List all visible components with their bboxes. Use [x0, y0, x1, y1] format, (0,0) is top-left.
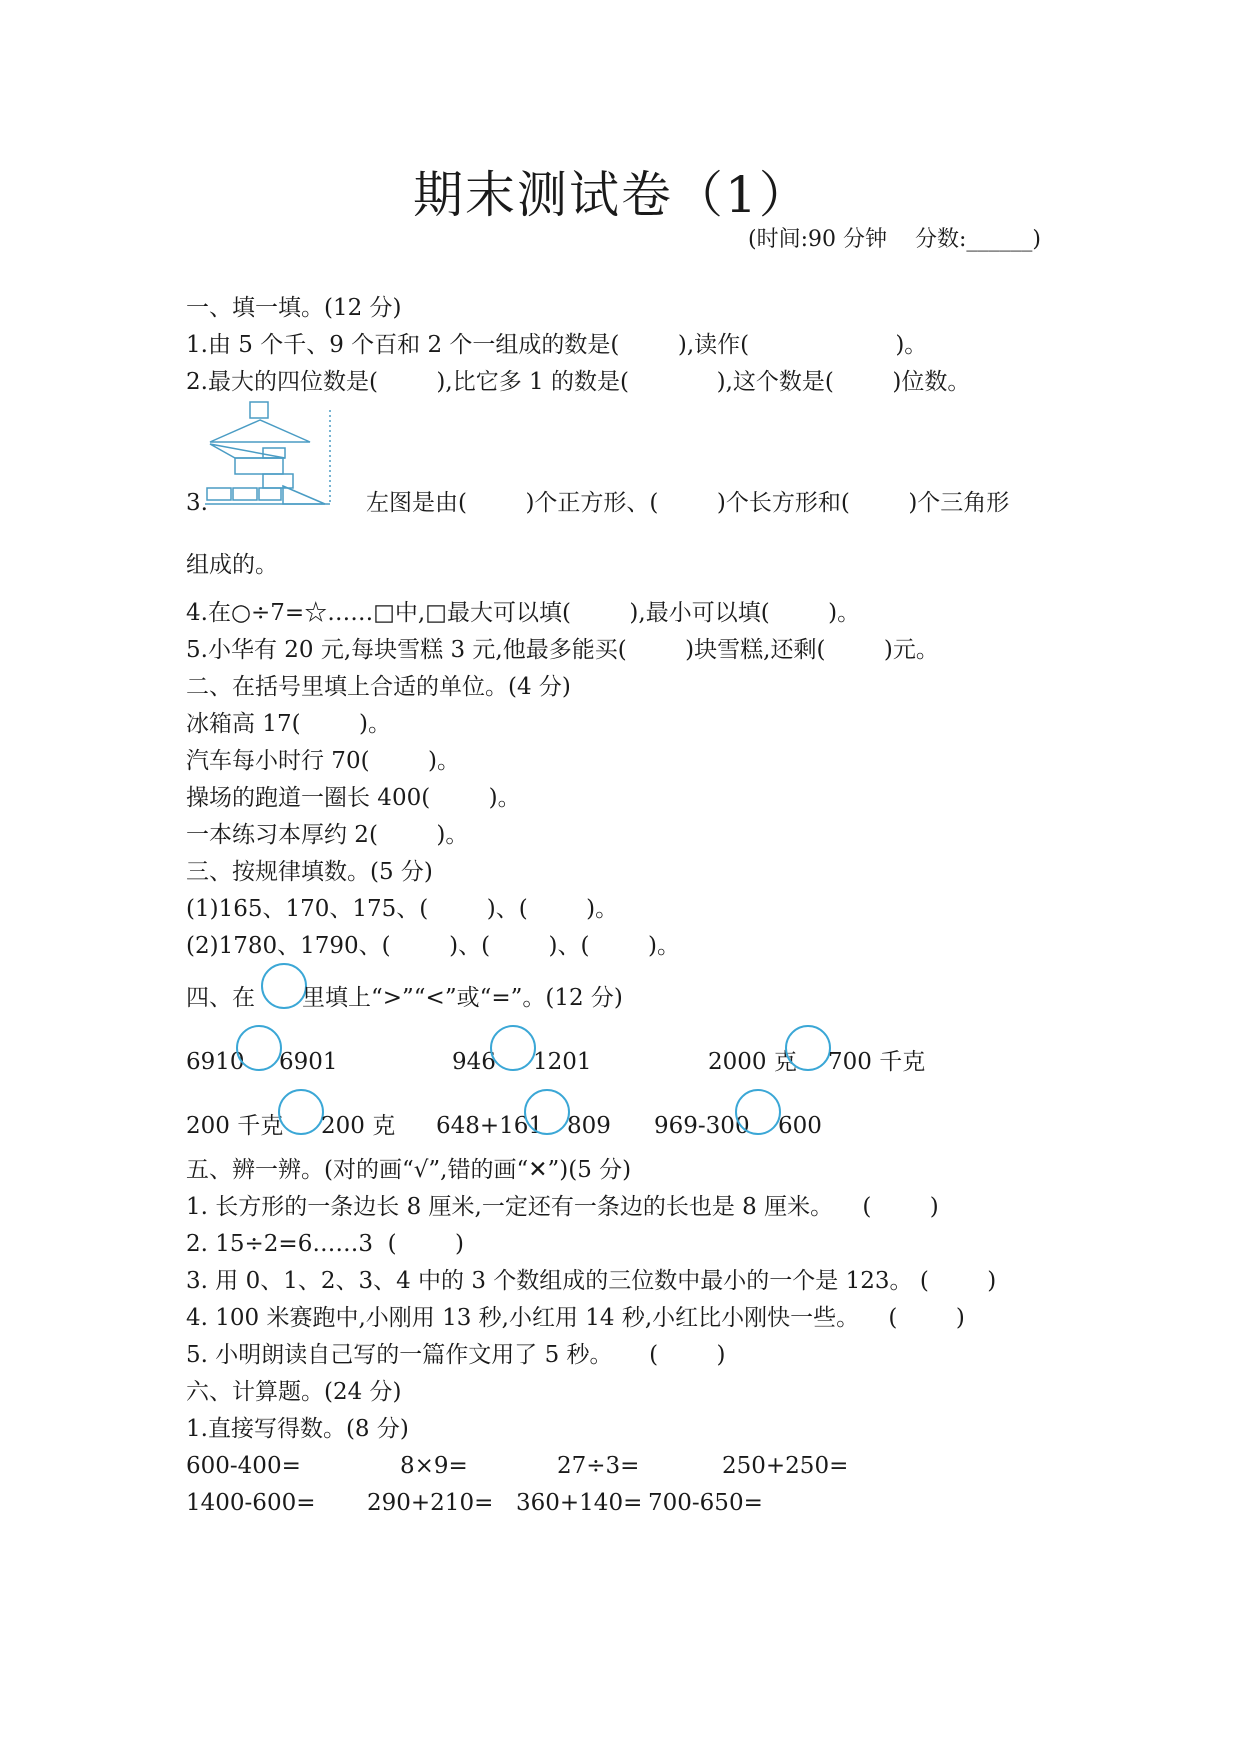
figure-bottom-triangle — [283, 486, 325, 504]
judge-item-1: 1. 长方形的一条边长 8 厘米,一定还有一条边的长也是 8 厘米。 ( ) — [186, 1194, 939, 1220]
calc-item: 360+140= — [516, 1490, 643, 1516]
unit-item-1: 冰箱高 17( )。 — [186, 711, 392, 737]
question-1-3: 左图是由( )个正方形、( )个长方形和( )个三角形 — [366, 490, 1010, 516]
question-1-4: 4.在○÷7=☆……□中,□最大可以填( ),最小可以填( )。 — [186, 600, 861, 626]
calc-item: 250+250= — [722, 1453, 849, 1479]
unit-item-4: 一本练习本厚约 2( )。 — [186, 822, 469, 848]
compare-left: 2000 克 — [708, 1049, 797, 1075]
section-6-heading: 六、计算题。(24 分) — [186, 1379, 402, 1405]
figure-bottom-rect-1 — [207, 488, 231, 500]
question-1-5: 5.小华有 20 元,每块雪糕 3 元,他最多能买( )块雪糕,还剩( )元。 — [186, 637, 939, 663]
section-5-heading: 五、辨一辨。(对的画“√”,错的画“✕”)(5 分) — [186, 1157, 632, 1183]
figure-left-triangle — [210, 444, 285, 458]
figure-bottom-rect-2 — [233, 488, 257, 500]
compare-right: 1201 — [533, 1049, 592, 1075]
question-1-2: 2.最大的四位数是( ),比它多 1 的数是( ),这个数是( )位数。 — [186, 369, 971, 395]
pattern-item-2: (2)1780、1790、( )、( )、( )。 — [186, 933, 680, 959]
compare-right: 6901 — [279, 1049, 338, 1075]
calc-item: 8×9= — [400, 1453, 468, 1479]
judge-item-2: 2. 15÷2=6……3 ( ) — [186, 1231, 465, 1257]
figure-top-triangle — [210, 420, 310, 442]
judge-item-4: 4. 100 米赛跑中,小刚用 13 秒,小红用 14 秒,小红比小刚快一些。 ( ) — [186, 1305, 965, 1331]
compare-left: 969-300 — [654, 1113, 750, 1139]
exam-time-score: (时间:90 分钟 分数:______) — [748, 227, 1041, 252]
question-1-3-continued: 组成的。 — [186, 552, 278, 578]
compare-left: 648+161 — [436, 1113, 544, 1139]
compare-circle-symbol — [261, 963, 307, 1009]
compare-left: 6910 — [186, 1049, 245, 1075]
figure-bottom-rect-3 — [259, 488, 281, 500]
compare-circle[interactable] — [278, 1089, 324, 1135]
pattern-item-1: (1)165、170、175、( )、( )。 — [186, 896, 619, 922]
section-4-heading-start: 四、在 — [186, 985, 255, 1011]
section-3-heading: 三、按规律填数。(5 分) — [186, 859, 433, 885]
section-2-heading: 二、在括号里填上合适的单位。(4 分) — [186, 674, 571, 700]
compare-circle[interactable] — [524, 1089, 570, 1135]
tangram-figure — [205, 400, 335, 510]
figure-top-square — [250, 402, 268, 418]
figure-middle-rect — [235, 458, 283, 474]
compare-circle[interactable] — [236, 1025, 282, 1071]
question-1-1: 1.由 5 个千、9 个百和 2 个一组成的数是( ),读作( )。 — [186, 332, 928, 358]
section-1-heading: 一、填一填。(12 分) — [186, 295, 402, 321]
unit-item-2: 汽车每小时行 70( )。 — [186, 748, 461, 774]
compare-left: 200 千克 — [186, 1113, 284, 1139]
compare-right: 200 克 — [321, 1113, 396, 1139]
calc-item: 600-400= — [186, 1453, 301, 1479]
compare-right: 600 — [778, 1113, 822, 1139]
compare-right: 809 — [567, 1113, 611, 1139]
unit-item-3: 操场的跑道一圈长 400( )。 — [186, 785, 521, 811]
compare-circle[interactable] — [785, 1025, 831, 1071]
judge-item-5: 5. 小明朗读自己写的一篇作文用了 5 秒。 ( ) — [186, 1342, 726, 1368]
compare-right: 700 千克 — [828, 1049, 926, 1075]
calc-item: 1400-600= — [186, 1490, 316, 1516]
calc-item: 290+210= — [367, 1490, 494, 1516]
calc-item: 700-650= — [648, 1490, 763, 1516]
judge-item-3: 3. 用 0、1、2、3、4 中的 3 个数组成的三位数中最小的一个是 123。 ( ) — [186, 1268, 997, 1294]
question-1-3-number: 3. — [186, 490, 208, 516]
compare-circle[interactable] — [490, 1025, 536, 1071]
compare-circle[interactable] — [735, 1089, 781, 1135]
page-title: 期末测试卷（1） — [413, 166, 811, 224]
figure-lower-rect — [263, 474, 293, 488]
calc-item: 27÷3= — [557, 1453, 640, 1479]
section-6-sub-1: 1.直接写得数。(8 分) — [186, 1416, 409, 1442]
compare-left: 946 — [452, 1049, 496, 1075]
section-4-heading-end: 里填上“>”“<”或“=”。(12 分) — [302, 985, 623, 1011]
